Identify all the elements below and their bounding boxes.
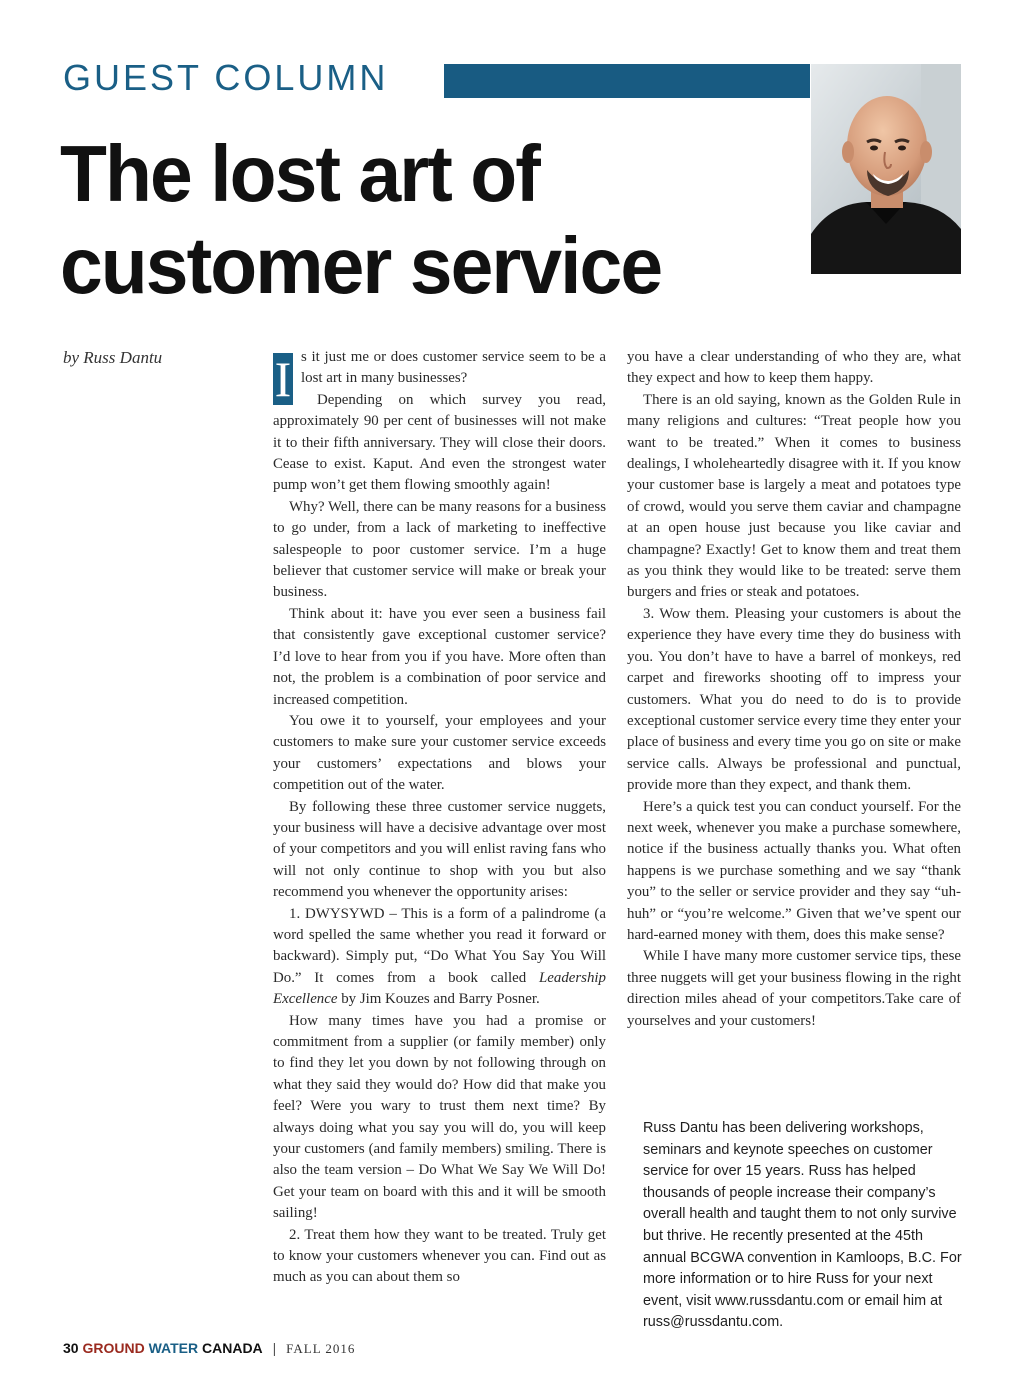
magazine-name-part: CANADA (202, 1340, 263, 1356)
page-footer (63, 1339, 355, 1358)
paragraph: Think about it: have you ever seen a business fail that consistently gave exceptional customer service? I’d love to hear from you if you have. More often than not, the problem is a combination of poor service and increased competition. (273, 605, 606, 708)
paragraph-text: by Jim Kouzes and Barry Posner. (337, 991, 540, 1008)
article-title (60, 128, 770, 312)
paragraph: By following these three customer service nuggets, your business will have a decisive advantage over most of your competitors and you will enlist raving fans who will not only continue to shop with you but also recommend you whenever the opportunity arises: (273, 798, 606, 901)
paragraph: You owe it to yourself, your employees and your customers to make sure your customer service exceeds your customers’ expectations and blows your competition out of the water. (273, 712, 606, 794)
paragraph (273, 904, 606, 1011)
footer-separator: | (272, 1340, 277, 1356)
paragraph: There is an old saying, known as the Golden Rule in many religions and cultures: “Treat people how you want to be treated.” When it comes to business dealings, I wholeheartedly disagree with it. If you know your customer base is largely a meat and potatoes type of crowd, would you serve them caviar and champagne at an open house just because you like caviar and champagne? Exactly! Get to know them and treat them as you think they would like to be treated: serve them burgers and fries or steak and potatoes. (627, 391, 961, 601)
paragraph: Why? Well, there can be many reasons for a business to go under, from a lack of marketing to ineffective salespeople to poor customer service. I’m a huge believer that customer service will make or break your business. (273, 498, 606, 601)
title-line-1: The lost art of (60, 129, 539, 218)
author-byline: by Russ Dantu (63, 348, 163, 367)
article-column-left (273, 347, 606, 1289)
article-column-right (627, 347, 961, 1032)
author-photo (811, 64, 961, 274)
issue-date: FALL 2016 (286, 1341, 356, 1356)
author-bio: Russ Dantu has been delivering workshops, seminars and keynote speeches on customer service for over 15 years. Russ has helped thousands of people increase their company’s overall health and taught them to not only survive but thrive. He recently presented at the 45th annual BCGWA convention in Kamloops, B.C. For more information or to hire Russ for your next event, visit www.russdantu.com or email him at russ@russdantu.com. (643, 1120, 962, 1331)
paragraph: How many times have you had a promise or commitment from a supplier (or family member) only to find they let you down by not following through on what they said they would do? How did that make you feel? Were you wary to trust them next time? By always doing what you say you will do, you will keep your customers (and family members) smiling. There is also the team version – Do What We Say We Will Do! Get your team on board with this and it will be smooth sailing! (273, 1012, 606, 1222)
paragraph: While I have many more customer service tips, these three nuggets will get your business flowing in the right direction miles ahead of your competitors.Take care of yourselves and your customers! (627, 948, 961, 1029)
author-portrait-image (811, 64, 961, 274)
drop-cap: I (274, 351, 292, 407)
paragraph-text: s it just me or does customer service seem to be a lost art in many businesses? (301, 349, 606, 387)
title-line-2: customer service (60, 221, 662, 310)
paragraph: 3. Wow them. Pleasing your customers is about the experience they have every time they do business with you. You don’t have to have a barrel of monkeys, red carpet and fireworks shooting off to impress your customers. What you do need to do is to provide exceptional customer service every time they enter your place of business and every time you go on site or make service calls. Always be professional and punctual, provide more than they expect, and thank them. (627, 605, 961, 794)
paragraph-text: 1. DWYSYWD – This is a form of a palindrome (a word spelled the same whether you read it forward or backward). Simply put, “Do What You Say You Will Do.” It comes from a book called (273, 905, 606, 986)
paragraph: you have a clear understanding of who they are, what they expect and how to keep them happy. (627, 349, 961, 387)
magazine-name-part: WATER (148, 1340, 199, 1356)
magazine-name-part: GROUND (82, 1340, 145, 1356)
paragraph: Depending on which survey you read, approximately 90 per cent of businesses will not make it to their fifth anniversary. They will close their doors. Cease to exist. Kaput. And even the strongest water pump won’t get them flowing smoothly again! (273, 391, 606, 494)
section-kicker: GUEST COLUMN (63, 57, 389, 98)
page-number: 30 (63, 1340, 79, 1356)
paragraph (273, 347, 606, 407)
paragraph: Here’s a quick test you can conduct yourself. For the next week, whenever you make a purchase somewhere, notice if the business actually thanks you. What often happens is we purchase something and we say “thank you” to the seller or service provider and they say “uh-huh” or “you’re welcome.” Given that we’ve spent our hard-earned money with them, does this make sense? (627, 798, 961, 943)
paragraph: 2. Treat them how they want to be treated. Truly get to know your customers whenever you can. Find out as much as you can about them so (273, 1226, 606, 1286)
kicker-accent-bar (444, 64, 810, 98)
book-title: Leadership Excellence (273, 969, 606, 1008)
